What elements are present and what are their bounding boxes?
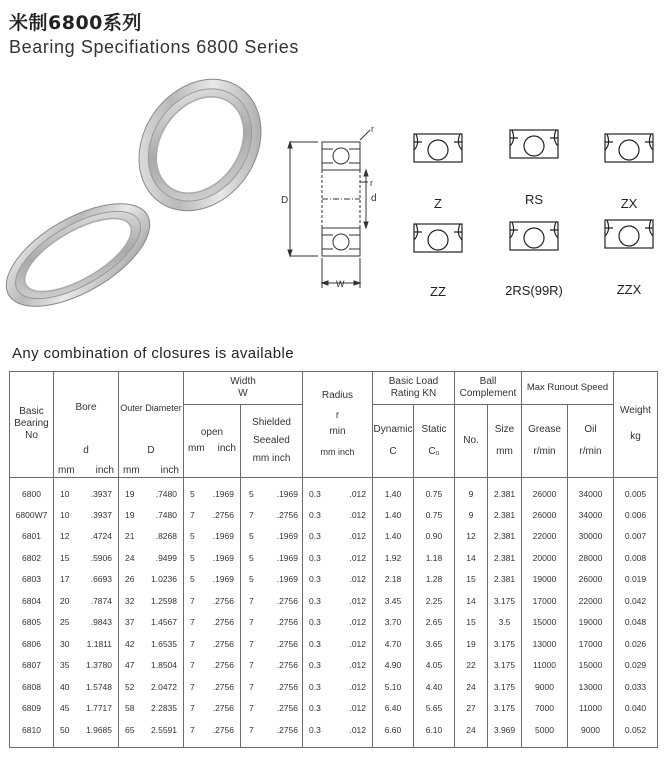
cell-bore: 12 .4724: [54, 526, 119, 548]
cell-outer: 26 1.0236: [119, 569, 184, 591]
cell-grease: 13000: [522, 633, 568, 655]
cell-ball-no: 24: [455, 676, 488, 698]
hdr-size: Size mm: [488, 405, 522, 478]
cell-outer: 21 .8268: [119, 526, 184, 548]
cell-weight: 0.006: [614, 504, 658, 526]
cell-grease: 15000: [522, 612, 568, 634]
dim-label-r-side: r: [370, 178, 373, 188]
closure-label-z: Z: [434, 196, 442, 211]
cell-bearing-no: 6809: [10, 698, 54, 720]
hdr-weight: Weight kg: [614, 372, 658, 478]
cell-weight: 0.008: [614, 547, 658, 569]
cell-oil: 11000: [568, 698, 614, 720]
cell-static: 4.40: [414, 676, 455, 698]
cell-width-shielded: 5 .1969: [241, 526, 303, 548]
cell-dynamic: 2.18: [373, 569, 414, 591]
cell-dynamic: 6.60: [373, 719, 414, 747]
closure-icon-z: [414, 134, 462, 162]
cell-outer: 19 .7480: [119, 477, 184, 504]
cell-oil: 15000: [568, 655, 614, 677]
table-row: [10, 698, 658, 720]
cell-radius: 0.3 .012: [303, 526, 373, 548]
cell-width-open: 7 .2756: [184, 655, 241, 677]
cell-static: 4.05: [414, 655, 455, 677]
cell-bore: 30 1.1811: [54, 633, 119, 655]
cell-ball-no: 12: [455, 526, 488, 548]
cell-width-open: 7 .2756: [184, 719, 241, 747]
cell-weight: 0.029: [614, 655, 658, 677]
cell-oil: 19000: [568, 612, 614, 634]
cell-width-shielded: 5 .1969: [241, 547, 303, 569]
table-row: [10, 612, 658, 634]
cell-width-shielded: 7 .2756: [241, 612, 303, 634]
table-row: [10, 590, 658, 612]
cell-radius: 0.3 .012: [303, 612, 373, 634]
cell-ball-no: 24: [455, 719, 488, 747]
cell-grease: 7000: [522, 698, 568, 720]
hdr-dynamic: Dynamic C: [373, 405, 414, 478]
cell-radius: 0.3 .012: [303, 504, 373, 526]
cell-static: 0.75: [414, 504, 455, 526]
cell-radius: 0.3 .012: [303, 633, 373, 655]
cell-bore: 20 .7874: [54, 590, 119, 612]
hdr-bore: Bore: [54, 372, 119, 445]
hdr-outer: Outer Diameter: [119, 372, 184, 445]
cell-oil: 9000: [568, 719, 614, 747]
cell-weight: 0.040: [614, 698, 658, 720]
cell-bearing-no: 6804: [10, 590, 54, 612]
cross-section-diagram: [288, 130, 370, 288]
cell-width-open: 7 .2756: [184, 676, 241, 698]
cell-ball-size: 3.175: [488, 698, 522, 720]
cell-ball-no: 14: [455, 590, 488, 612]
cell-bore: 25 .9843: [54, 612, 119, 634]
cell-static: 0.90: [414, 526, 455, 548]
table-row: [10, 633, 658, 655]
cell-grease: 26000: [522, 477, 568, 504]
cell-grease: 22000: [522, 526, 568, 548]
hdr-outer-units: D mm inch: [119, 445, 184, 478]
cell-static: 2.65: [414, 612, 455, 634]
table-row: [10, 719, 658, 747]
spec-table-body: [10, 477, 658, 747]
cell-outer: 37 1.4567: [119, 612, 184, 634]
cell-bore: 40 1.5748: [54, 676, 119, 698]
cell-grease: 5000: [522, 719, 568, 747]
cell-width-shielded: 7 .2756: [241, 633, 303, 655]
cell-bearing-no: 6801: [10, 526, 54, 548]
table-row: [10, 547, 658, 569]
cell-ball-size: 3.175: [488, 590, 522, 612]
closure-label-zzx: ZZX: [616, 282, 642, 297]
hdr-load: Basic Load Rating KN: [373, 372, 455, 405]
cell-ball-no: 9: [455, 504, 488, 526]
cell-outer: 52 2.0472: [119, 676, 184, 698]
table-row: [10, 569, 658, 591]
cell-oil: 22000: [568, 590, 614, 612]
cell-weight: 0.026: [614, 633, 658, 655]
cell-ball-size: 3.5: [488, 612, 522, 634]
cell-width-open: 7 .2756: [184, 612, 241, 634]
cell-weight: 0.052: [614, 719, 658, 747]
cell-oil: 30000: [568, 526, 614, 548]
page-title-cn: 米制6800系列: [9, 12, 142, 34]
closure-icon-zz: [414, 224, 462, 252]
closure-label-2rs: 2RS(99R): [505, 283, 563, 298]
dim-label-r-top: r: [371, 124, 374, 134]
dim-label-D: D: [281, 195, 289, 206]
cell-dynamic: 5.10: [373, 676, 414, 698]
cell-bearing-no: 6806: [10, 633, 54, 655]
cell-width-open: 5 .1969: [184, 547, 241, 569]
cell-radius: 0.3 .012: [303, 569, 373, 591]
closure-icon-zzx: [605, 220, 653, 248]
cell-static: 1.18: [414, 547, 455, 569]
cell-bearing-no: 6807: [10, 655, 54, 677]
cell-dynamic: 6.40: [373, 698, 414, 720]
cell-radius: 0.3 .012: [303, 477, 373, 504]
hdr-ball: Ball Complement: [455, 372, 522, 405]
bearing-photo-front: [0, 183, 166, 327]
spec-table: [9, 371, 658, 748]
cell-outer: 47 1.8504: [119, 655, 184, 677]
cell-outer: 32 1.2598: [119, 590, 184, 612]
hdr-runout: Max Runout Speed: [522, 372, 614, 405]
cell-ball-size: 2.381: [488, 526, 522, 548]
page-title-en: Bearing Specifiations 6800 Series: [9, 37, 299, 57]
table-row: [10, 655, 658, 677]
cell-weight: 0.048: [614, 612, 658, 634]
cell-grease: 19000: [522, 569, 568, 591]
cell-bore: 45 1.7717: [54, 698, 119, 720]
cell-ball-no: 14: [455, 547, 488, 569]
cell-ball-no: 27: [455, 698, 488, 720]
hdr-no: No.: [455, 405, 488, 478]
cell-bore: 15 .5906: [54, 547, 119, 569]
cell-grease: 17000: [522, 590, 568, 612]
closure-icon-rs: [510, 130, 558, 158]
cell-bore: 35 1.3780: [54, 655, 119, 677]
cell-ball-size: 2.381: [488, 547, 522, 569]
closure-icon-2rs: [510, 222, 558, 250]
cell-width-open: 5 .1969: [184, 477, 241, 504]
cell-grease: 9000: [522, 676, 568, 698]
cell-width-open: 5 .1969: [184, 569, 241, 591]
hdr-oil: Oil r/min: [568, 405, 614, 478]
cell-grease: 20000: [522, 547, 568, 569]
cell-bearing-no: 6802: [10, 547, 54, 569]
cell-oil: 26000: [568, 569, 614, 591]
closure-label-zz: ZZ: [430, 284, 446, 299]
closure-label-zx: ZX: [620, 196, 638, 211]
cell-ball-no: 22: [455, 655, 488, 677]
cell-ball-size: 3.175: [488, 633, 522, 655]
cell-bearing-no: 6803: [10, 569, 54, 591]
cell-radius: 0.3 .012: [303, 676, 373, 698]
dim-label-d: d: [371, 193, 377, 204]
dim-label-W: W: [336, 279, 345, 289]
cell-grease: 26000: [522, 504, 568, 526]
cell-dynamic: 1.40: [373, 526, 414, 548]
cell-dynamic: 3.45: [373, 590, 414, 612]
cell-oil: 17000: [568, 633, 614, 655]
cell-dynamic: 4.90: [373, 655, 414, 677]
cell-width-shielded: 7 .2756: [241, 655, 303, 677]
cell-outer: 19 .7480: [119, 504, 184, 526]
cell-bearing-no: 6805: [10, 612, 54, 634]
cell-dynamic: 1.40: [373, 477, 414, 504]
cell-weight: 0.042: [614, 590, 658, 612]
cell-ball-no: 19: [455, 633, 488, 655]
cell-outer: 65 2.5591: [119, 719, 184, 747]
cell-ball-size: 2.381: [488, 477, 522, 504]
cell-static: 1.28: [414, 569, 455, 591]
cell-bore: 17 .6693: [54, 569, 119, 591]
closure-combination-note: Any combination of closures is available: [12, 345, 294, 362]
cell-radius: 0.3 .012: [303, 719, 373, 747]
cell-weight: 0.019: [614, 569, 658, 591]
cell-ball-no: 9: [455, 477, 488, 504]
cell-bore: 50 1.9685: [54, 719, 119, 747]
cell-width-shielded: 7 .2756: [241, 590, 303, 612]
cell-bearing-no: 6800: [10, 477, 54, 504]
cell-width-shielded: 7 .2756: [241, 698, 303, 720]
cell-ball-size: 3.175: [488, 655, 522, 677]
table-row: [10, 477, 658, 504]
table-row: [10, 676, 658, 698]
cell-static: 3.65: [414, 633, 455, 655]
table-row: [10, 526, 658, 548]
cell-radius: 0.3 .012: [303, 655, 373, 677]
cell-static: 6.10: [414, 719, 455, 747]
cell-width-open: 7 .2756: [184, 633, 241, 655]
cell-dynamic: 1.40: [373, 504, 414, 526]
cell-dynamic: 1.92: [373, 547, 414, 569]
hdr-open: open mm inch: [184, 405, 241, 478]
cell-ball-size: 3.969: [488, 719, 522, 747]
cell-bearing-no: 6810: [10, 719, 54, 747]
hdr-grease: Grease r/min: [522, 405, 568, 478]
cell-radius: 0.3 .012: [303, 547, 373, 569]
cell-width-open: 5 .1969: [184, 526, 241, 548]
cell-width-shielded: 5 .1969: [241, 477, 303, 504]
cell-weight: 0.005: [614, 477, 658, 504]
cell-radius: 0.3 .012: [303, 590, 373, 612]
cell-width-open: 7 .2756: [184, 504, 241, 526]
hdr-basic: Basic Bearing No: [10, 372, 54, 478]
cell-outer: 58 2.2835: [119, 698, 184, 720]
cell-width-shielded: 7 .2756: [241, 676, 303, 698]
cell-oil: 13000: [568, 676, 614, 698]
cell-outer: 42 1.6535: [119, 633, 184, 655]
cell-ball-size: 2.381: [488, 504, 522, 526]
cell-oil: 28000: [568, 547, 614, 569]
hdr-radius: Radius r min mm inch: [303, 372, 373, 478]
cell-ball-no: 15: [455, 569, 488, 591]
cell-oil: 34000: [568, 477, 614, 504]
cell-dynamic: 3.70: [373, 612, 414, 634]
closure-icon-zx: [605, 134, 653, 162]
cell-outer: 24 .9499: [119, 547, 184, 569]
cell-oil: 34000: [568, 504, 614, 526]
hdr-bore-units: d mm inch: [54, 445, 119, 478]
cell-width-shielded: 7 .2756: [241, 504, 303, 526]
cell-width-open: 7 .2756: [184, 590, 241, 612]
cell-bore: 10 .3937: [54, 477, 119, 504]
cell-static: 5.65: [414, 698, 455, 720]
cell-ball-size: 2.381: [488, 569, 522, 591]
cell-bearing-no: 6808: [10, 676, 54, 698]
cell-ball-size: 3.175: [488, 676, 522, 698]
cell-dynamic: 4.70: [373, 633, 414, 655]
cell-width-open: 7 .2756: [184, 698, 241, 720]
cell-width-shielded: 7 .2756: [241, 719, 303, 747]
hdr-width: Width W: [184, 372, 303, 405]
closure-label-rs: RS: [524, 192, 544, 207]
cell-radius: 0.3 .012: [303, 698, 373, 720]
hdr-shielded: Shielded Seealed mm inch: [241, 405, 303, 478]
product-illustration: [0, 70, 667, 340]
cell-bearing-no: 6800W7: [10, 504, 54, 526]
cell-ball-no: 15: [455, 612, 488, 634]
cell-static: 2.25: [414, 590, 455, 612]
table-row: [10, 504, 658, 526]
cell-bore: 10 .3937: [54, 504, 119, 526]
cell-grease: 11000: [522, 655, 568, 677]
cell-width-shielded: 5 .1969: [241, 569, 303, 591]
cell-weight: 0.007: [614, 526, 658, 548]
hdr-static: Static C₀: [414, 405, 455, 478]
cell-weight: 0.033: [614, 676, 658, 698]
cell-static: 0.75: [414, 477, 455, 504]
